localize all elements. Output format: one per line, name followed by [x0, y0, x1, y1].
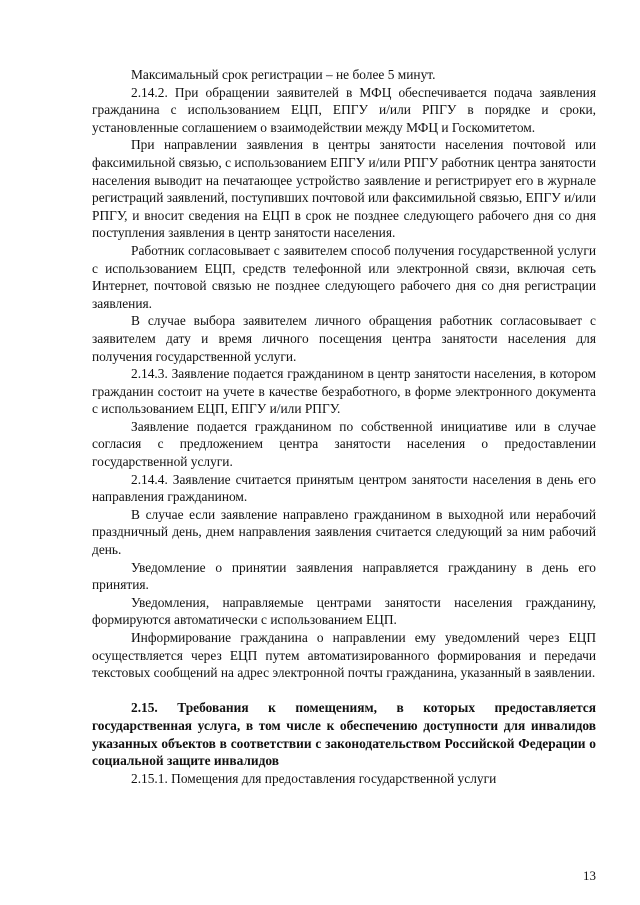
- paragraph-2-14-4: 2.14.4. Заявление считается принятым центром занятости населения в день его направления гражданином.: [92, 471, 596, 505]
- document-page: [92, 66, 596, 787]
- blank-line: [92, 682, 596, 700]
- paragraph-worker-agrees: Работник согласовывает с заявителем способ получения государственной услуги с использованием ЕЦП, средств телефонной или электронной связи, включая сеть Интернет, почтовой связью не позднее следующего рабочего дня со дня регистрации заявления.: [92, 242, 596, 311]
- paragraph-personal-visit: В случае выбора заявителем личного обращения работник согласовывает с заявителем дату и время личного посещения центра занятости населения для получения государственной услуги.: [92, 313, 596, 364]
- paragraph-own-initiative: Заявление подается гражданином по собственной инициативе или в случае согласия с предложением центра занятости населения о предоставлении государственной услуги.: [92, 418, 596, 470]
- page-number: 13: [583, 868, 596, 883]
- section-heading-2-15: 2.15. Требования к помещениям, в которых предоставляется государственная услуга, в том числе к обеспечению доступности для инвалидов указанных объектов в соответствии с законодательством Российской Федерации о социальной защите инвалидов: [92, 700, 596, 769]
- paragraph-registration-time: Максимальный срок регистрации – не более 5 минут.: [131, 67, 436, 82]
- paragraph-postal-fax: При направлении заявления в центры занятости населения почтовой или факсимильной связью, с использованием ЕПГУ и/или РПГУ работник центра занятости населения выводит на печатающее устройство заявление и регистрирует его в журнале регистраций заявлений, поступивших почтовой или факсимильной связью, ЕПГУ и/или РПГУ, и вносит сведения на ЕЦП в срок не позднее следующего рабочего дня со дня поступления заявления в центр занятости населения.: [92, 137, 596, 241]
- paragraph-2-15-1: 2.15.1. Помещения для предоставления государственной услуги: [131, 770, 497, 786]
- paragraph-notifications: Уведомления, направляемые центрами занятости населения гражданину, формируются автоматически с использованием ЕЦП.: [92, 594, 596, 628]
- paragraph-holiday: В случае если заявление направлено гражданином в выходной или нерабочий праздничный день, днем направления заявления считается следующий за ним рабочий день.: [92, 506, 596, 558]
- paragraph-acceptance-notice: Уведомление о принятии заявления направляется гражданину в день его принятия.: [92, 559, 596, 593]
- paragraph-2-14-3: 2.14.3. Заявление подается гражданином в центр занятости населения, в котором гражданин состоит на учете в качестве безработного, в форме электронного документа с использованием ЕЦП, ЕПГУ и/или РПГУ.: [92, 366, 596, 417]
- paragraph-informing: Информирование гражданина о направлении ему уведомлений через ЕЦП осуществляется через ЕЦП путем автоматизированного формирования и передачи текстовых сообщений на адрес электронной почты гражданина, указанный в заявлении.: [92, 630, 596, 681]
- paragraph-2-14-2: 2.14.2. При обращении заявителей в МФЦ обеспечивается подача заявления гражданина с использованием ЕЦП, ЕПГУ и/или РПГУ в порядке и сроки, установленные соглашением о взаимодействии между МФЦ и Госкомитетом.: [92, 84, 596, 135]
